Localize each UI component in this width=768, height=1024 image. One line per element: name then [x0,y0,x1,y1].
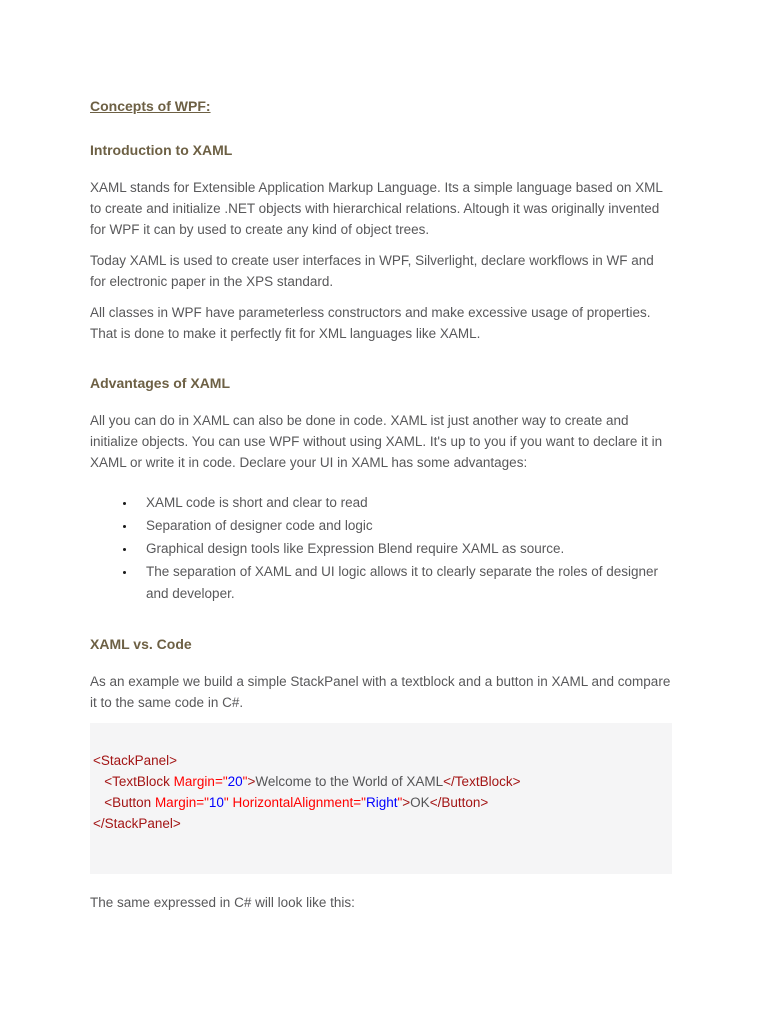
code-line: <StackPanel> [93,753,178,768]
list-item: • The separation of XAML and UI logic allows it to clearly separate the roles of designer and developer. [136,561,672,605]
code-line: <TextBlock Margin="20">Welcome to the World of XAML</TextBlock> [104,774,521,789]
list-item: • XAML code is short and clear to read [136,492,672,514]
code-line: </StackPanel> [93,816,181,831]
intro-paragraph-3: All classes in WPF have parameterless constructors and make excessive usage of properties. That is done to make it perfectly fit for XML languages like XAML. [90,305,651,341]
code-line: <Button Margin="10" HorizontalAlignment="Right">OK</Button> [104,795,489,810]
intro-paragraph-2: Today XAML is used to create user interfaces in WPF, Silverlight, declare workflows in WF and for electronic paper in the XPS standard. [90,253,654,289]
code-block [90,723,672,874]
section-heading-xaml-vs-code: XAML vs. Code [90,636,192,652]
list-item: • Graphical design tools like Expression Blend require XAML as source. [136,538,672,560]
xaml-vs-code-paragraph: As an example we build a simple StackPanel with a textblock and a button in XAML and compare it to the same code in C#. [90,674,671,710]
advantages-bullet-list [90,492,672,605]
main-heading: Concepts of WPF: [90,98,211,114]
intro-paragraph-1: XAML stands for Extensible Application Markup Language. Its a simple language based on XML to create and initialize .NET objects with hierarchical relations. Altough it was originally invented for WPF it can by used to create any kind of object trees. [90,180,663,237]
section-heading-advantages: Advantages of XAML [90,375,231,391]
after-code-paragraph: The same expressed in C# will look like this: [90,895,355,910]
list-item: • Separation of designer code and logic [136,515,672,537]
section-heading-introduction: Introduction to XAML [90,142,233,158]
advantages-paragraph: All you can do in XAML can also be done in code. XAML ist just another way to create and initialize objects. You can use WPF without using XAML. It's up to you if you want to declare it in XAML or write it in code. Declare your UI in XAML has some advantages: [90,413,663,470]
document-content [90,97,672,913]
